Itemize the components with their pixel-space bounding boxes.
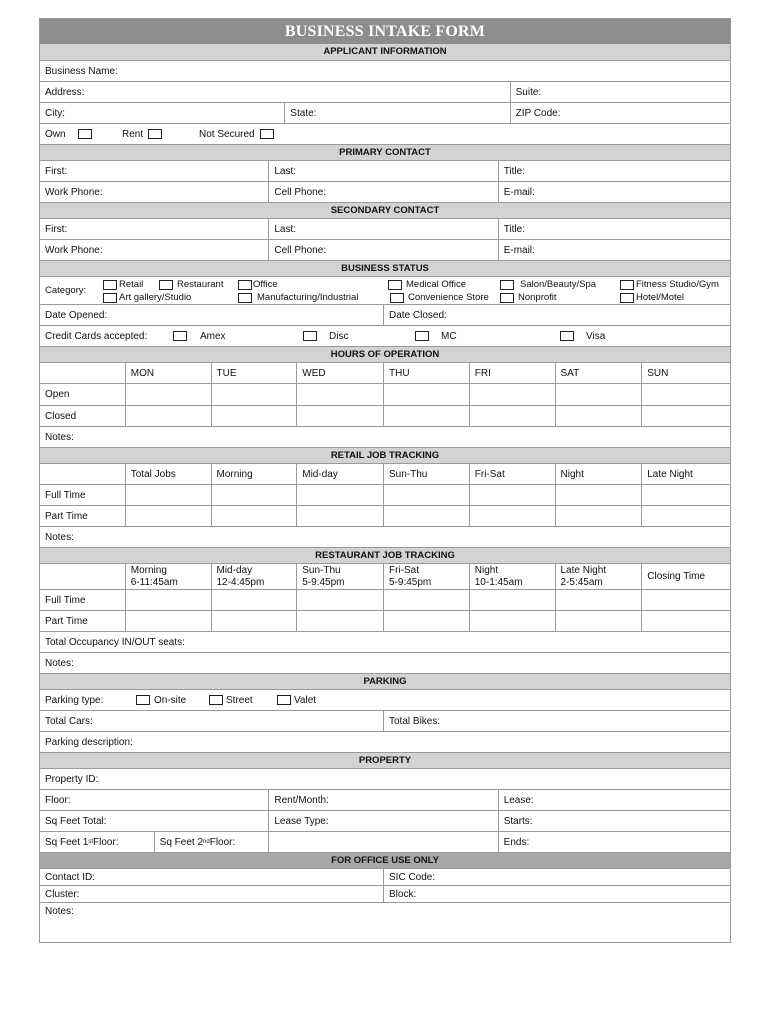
date-opened-field[interactable]: Date Opened: bbox=[40, 305, 384, 325]
property-id-field[interactable]: Property ID: bbox=[45, 773, 99, 785]
col-hours: 10-1:45am bbox=[474, 576, 523, 588]
retail-col-total-jobs: Total Jobs bbox=[126, 464, 212, 484]
credit-cards-label: Credit Cards accepted: bbox=[45, 330, 148, 342]
sq-feet-2nd-floor-field[interactable]: Sq Feet 2 nd Floor: bbox=[155, 832, 270, 852]
section-property-header: PROPERTY bbox=[40, 752, 730, 768]
section-office-header: FOR OFFICE USE ONLY bbox=[40, 852, 730, 868]
retail-ft-cell[interactable] bbox=[556, 485, 643, 505]
office-notes-row bbox=[40, 902, 730, 942]
retail-pt-cell[interactable] bbox=[642, 506, 730, 526]
parking-type-row bbox=[40, 689, 730, 710]
medical-office-label: Medical Office bbox=[406, 279, 467, 290]
restaurant-notes-row bbox=[40, 652, 730, 673]
own-checkbox[interactable] bbox=[78, 129, 92, 139]
primary-work-phone-field[interactable]: Work Phone: bbox=[40, 182, 269, 202]
day-wed: WED bbox=[297, 363, 384, 383]
retail-label: Retail bbox=[119, 279, 144, 290]
primary-first-field[interactable]: First: bbox=[40, 161, 269, 181]
contact-id-field[interactable]: Contact ID: bbox=[40, 869, 384, 885]
label-part: Floor: bbox=[93, 836, 119, 848]
restaurant-full-time-label: Full Time bbox=[40, 590, 126, 610]
mc-label: MC bbox=[441, 330, 457, 342]
day-thu: THU bbox=[384, 363, 470, 383]
salon-label: Salon/Beauty/Spa bbox=[520, 279, 597, 290]
date-closed-field[interactable]: Date Closed: bbox=[389, 309, 447, 321]
art-gallery-checkbox[interactable] bbox=[103, 293, 117, 303]
secondary-email-field[interactable]: E-mail: bbox=[503, 244, 535, 256]
not-secured-checkbox[interactable] bbox=[260, 129, 274, 139]
section-hours-header: HOURS OF OPERATION bbox=[40, 346, 730, 362]
parking-totals-row bbox=[40, 710, 730, 731]
address-row bbox=[40, 81, 730, 102]
retail-ft-cell[interactable] bbox=[384, 485, 470, 505]
hotel-checkbox[interactable] bbox=[620, 293, 634, 303]
day-mon: MON bbox=[126, 363, 212, 383]
retail-full-time-label: Full Time bbox=[40, 485, 126, 505]
restaurant-pt-cell[interactable] bbox=[556, 611, 643, 631]
retail-col-morning: Morning bbox=[212, 464, 298, 484]
total-cars-field[interactable]: Total Cars: bbox=[40, 711, 384, 731]
property-floors-row bbox=[40, 831, 730, 852]
day-fri: FRI bbox=[470, 363, 556, 383]
label-part: Floor: bbox=[209, 836, 236, 848]
office-cluster-row bbox=[40, 885, 730, 902]
open-sat-cell[interactable] bbox=[556, 384, 643, 405]
retail-col-sun-thu: Sun-Thu bbox=[384, 464, 470, 484]
retail-pt-cell[interactable] bbox=[212, 506, 298, 526]
secondary-first-field[interactable]: First: bbox=[40, 219, 269, 239]
label-part: Sq Feet 2 bbox=[159, 836, 204, 848]
secondary-title-field[interactable]: Title: bbox=[503, 223, 525, 235]
restaurant-pt-cell[interactable] bbox=[212, 611, 298, 631]
retail-pt-cell[interactable] bbox=[470, 506, 556, 526]
restaurant-col-closing-time: Closing Time bbox=[647, 571, 706, 582]
business-name-field[interactable]: Business Name: bbox=[45, 65, 118, 77]
retail-pt-cell[interactable] bbox=[297, 506, 384, 526]
ends-field[interactable]: Ends: bbox=[503, 836, 530, 848]
property-floor-row bbox=[40, 789, 730, 810]
manufacturing-checkbox[interactable] bbox=[238, 293, 252, 303]
retail-ft-cell[interactable] bbox=[212, 485, 298, 505]
section-status-header: BUSINESS STATUS bbox=[40, 260, 730, 276]
col-label: Mid-day bbox=[216, 564, 253, 576]
hours-open-row bbox=[40, 383, 730, 405]
day-sat: SAT bbox=[556, 363, 643, 383]
hours-closed-row bbox=[40, 405, 730, 426]
retail-ft-cell[interactable] bbox=[126, 485, 212, 505]
property-id-row bbox=[40, 768, 730, 789]
total-bikes-field[interactable]: Total Bikes: bbox=[389, 715, 441, 727]
office-contact-row bbox=[40, 868, 730, 885]
disc-label: Disc bbox=[329, 330, 349, 342]
col-label: Fri-Sat bbox=[389, 564, 419, 576]
retail-col-midday: Mid-day bbox=[297, 464, 384, 484]
retail-pt-cell[interactable] bbox=[556, 506, 643, 526]
rent-label: Rent bbox=[122, 128, 144, 140]
office-label: Office bbox=[253, 279, 278, 290]
col-hours: 6-11:45am bbox=[130, 576, 178, 588]
closed-fri-cell[interactable] bbox=[470, 406, 556, 426]
suite-field[interactable]: Suite: bbox=[515, 86, 542, 98]
retail-ft-cell[interactable] bbox=[642, 485, 730, 505]
retail-col-fri-sat: Fri-Sat bbox=[470, 464, 556, 484]
manufacturing-label: Manufacturing/Industrial bbox=[257, 292, 359, 303]
restaurant-pt-cell[interactable] bbox=[384, 611, 470, 631]
secondary-cell-phone-field[interactable]: Cell Phone: bbox=[269, 240, 498, 260]
closed-tue-cell[interactable] bbox=[212, 406, 298, 426]
open-tue-cell[interactable] bbox=[212, 384, 298, 405]
restaurant-corner-cell bbox=[40, 564, 126, 589]
section-secondary-header: SECONDARY CONTACT bbox=[40, 202, 730, 218]
col-label: Sun-Thu bbox=[302, 564, 341, 576]
day-sun: SUN bbox=[647, 367, 669, 379]
retail-ft-cell[interactable] bbox=[297, 485, 384, 505]
hotel-label: Hotel/Motel bbox=[636, 292, 685, 303]
restaurant-col-sun-thu bbox=[297, 564, 384, 589]
restaurant-cols-row bbox=[40, 563, 730, 589]
primary-last-field[interactable]: Last: bbox=[269, 161, 498, 181]
label-part: Sq Feet 1 bbox=[45, 836, 89, 848]
restaurant-col-midday bbox=[212, 564, 298, 589]
secondary-work-phone-field[interactable]: Work Phone: bbox=[40, 240, 269, 260]
col-label: Late Night bbox=[560, 564, 607, 576]
on-site-label: On-site bbox=[154, 694, 187, 706]
open-sun-cell[interactable] bbox=[642, 384, 730, 405]
restaurant-ft-cell[interactable] bbox=[384, 590, 470, 610]
convenience-store-checkbox[interactable] bbox=[390, 293, 404, 303]
restaurant-ft-cell[interactable] bbox=[470, 590, 556, 610]
hours-notes-row bbox=[40, 426, 730, 447]
retail-full-time-row bbox=[40, 484, 730, 505]
parking-description-field[interactable]: Parking description: bbox=[45, 736, 133, 748]
restaurant-notes-field[interactable]: Notes: bbox=[45, 657, 74, 669]
occupancy-field[interactable]: Total Occupancy IN/OUT seats: bbox=[45, 636, 185, 648]
form-title: BUSINESS INTAKE FORM bbox=[40, 19, 730, 44]
hours-notes-field[interactable]: Notes: bbox=[45, 431, 74, 443]
credit-cards-row bbox=[40, 325, 730, 346]
disc-checkbox[interactable] bbox=[303, 331, 317, 341]
col-hours: 2-5:45am bbox=[560, 576, 603, 588]
open-thu-cell[interactable] bbox=[384, 384, 470, 405]
primary-name-row bbox=[40, 160, 730, 181]
starts-field[interactable]: Starts: bbox=[503, 815, 533, 827]
retail-notes-row bbox=[40, 526, 730, 547]
restaurant-pt-cell[interactable] bbox=[642, 611, 730, 631]
restaurant-pt-cell[interactable] bbox=[297, 611, 384, 631]
section-restaurant-header: RESTAURANT JOB TRACKING bbox=[40, 547, 730, 563]
day-tue: TUE bbox=[212, 363, 298, 383]
valet-label: Valet bbox=[294, 694, 317, 706]
restaurant-ft-cell[interactable] bbox=[297, 590, 384, 610]
retail-col-night: Night bbox=[556, 464, 643, 484]
open-wed-cell[interactable] bbox=[297, 384, 384, 405]
primary-phone-row bbox=[40, 181, 730, 202]
retail-ft-cell[interactable] bbox=[470, 485, 556, 505]
restaurant-col-morning bbox=[126, 564, 212, 589]
amex-checkbox[interactable] bbox=[173, 331, 187, 341]
amex-label: Amex bbox=[200, 330, 226, 342]
hours-days-row bbox=[40, 362, 730, 383]
state-field[interactable]: State: bbox=[285, 103, 510, 123]
open-fri-cell[interactable] bbox=[470, 384, 556, 405]
closed-wed-cell[interactable] bbox=[297, 406, 384, 426]
own-label: Own bbox=[45, 128, 66, 140]
primary-cell-phone-field[interactable]: Cell Phone: bbox=[269, 182, 498, 202]
restaurant-label: Restaurant bbox=[177, 279, 224, 290]
restaurant-ft-cell[interactable] bbox=[212, 590, 298, 610]
primary-email-field[interactable]: E-mail: bbox=[503, 186, 535, 198]
mc-checkbox[interactable] bbox=[415, 331, 429, 341]
visa-checkbox[interactable] bbox=[560, 331, 574, 341]
col-hours: 12-4:45pm bbox=[216, 576, 265, 588]
occupancy-row bbox=[40, 631, 730, 652]
restaurant-ft-cell[interactable] bbox=[642, 590, 730, 610]
property-sqft-row bbox=[40, 810, 730, 831]
city-field[interactable]: City: bbox=[40, 103, 285, 123]
nonprofit-checkbox[interactable] bbox=[500, 293, 514, 303]
section-primary-header: PRIMARY CONTACT bbox=[40, 144, 730, 160]
not-secured-label: Not Secured bbox=[199, 128, 255, 140]
convenience-store-label: Convenience Store bbox=[408, 292, 489, 303]
sic-code-field[interactable]: SIC Code: bbox=[389, 871, 436, 883]
retail-part-time-label: Part Time bbox=[40, 506, 126, 526]
business-intake-form bbox=[39, 18, 731, 943]
rent-month-field[interactable]: Rent/Month: bbox=[269, 790, 498, 810]
closed-thu-cell[interactable] bbox=[384, 406, 470, 426]
floor-field[interactable]: Floor: bbox=[40, 790, 269, 810]
col-label: Morning bbox=[130, 564, 167, 576]
business-name-row bbox=[40, 60, 730, 81]
nonprofit-label: Nonprofit bbox=[518, 292, 557, 303]
col-hours: 5-9:45pm bbox=[302, 576, 345, 588]
col-hours: 5-9:45pm bbox=[389, 576, 432, 588]
secondary-phone-row bbox=[40, 239, 730, 260]
closed-sat-cell[interactable] bbox=[556, 406, 643, 426]
restaurant-col-late-night bbox=[556, 564, 643, 589]
on-site-checkbox[interactable] bbox=[136, 695, 150, 705]
fitness-label: Fitness Studio/Gym bbox=[636, 279, 719, 290]
restaurant-col-fri-sat bbox=[384, 564, 470, 589]
city-row bbox=[40, 102, 730, 123]
category-row bbox=[40, 276, 730, 304]
closed-mon-cell[interactable] bbox=[126, 406, 212, 426]
restaurant-part-time-label: Part Time bbox=[40, 611, 126, 631]
section-applicant-header: APPLICANT INFORMATION bbox=[40, 44, 730, 60]
category-label: Category: bbox=[45, 285, 87, 296]
sq-feet-total-field[interactable]: Sq Feet Total: bbox=[40, 811, 269, 831]
lease-type-field[interactable]: Lease Type: bbox=[269, 811, 498, 831]
block-field[interactable]: Block: bbox=[389, 888, 417, 900]
visa-label: Visa bbox=[586, 330, 606, 342]
restaurant-part-time-row bbox=[40, 610, 730, 631]
restaurant-full-time-row bbox=[40, 589, 730, 610]
parking-type-label: Parking type: bbox=[45, 694, 104, 706]
cluster-field[interactable]: Cluster: bbox=[40, 886, 384, 902]
restaurant-col-night bbox=[470, 564, 556, 589]
hours-corner-cell bbox=[40, 363, 126, 383]
retail-pt-cell[interactable] bbox=[384, 506, 470, 526]
street-label: Street bbox=[226, 694, 253, 706]
address-field[interactable]: Address: bbox=[40, 82, 511, 102]
retail-corner-cell bbox=[40, 464, 126, 484]
retail-notes-field[interactable]: Notes: bbox=[45, 531, 74, 543]
street-checkbox[interactable] bbox=[209, 695, 223, 705]
restaurant-ft-cell[interactable] bbox=[556, 590, 643, 610]
zip-field[interactable]: ZIP Code: bbox=[515, 107, 561, 119]
col-label: Night bbox=[474, 564, 499, 576]
blank-cell[interactable] bbox=[269, 832, 498, 852]
restaurant-pt-cell[interactable] bbox=[470, 611, 556, 631]
art-gallery-label: Art gallery/Studio bbox=[119, 292, 192, 303]
section-retail-header: RETAIL JOB TRACKING bbox=[40, 447, 730, 463]
closed-sun-cell[interactable] bbox=[642, 406, 730, 426]
lease-field[interactable]: Lease: bbox=[503, 794, 534, 806]
sq-feet-1st-floor-field[interactable]: Sq Feet 1 st Floor: bbox=[40, 832, 155, 852]
retail-cols-row bbox=[40, 463, 730, 484]
restaurant-pt-cell[interactable] bbox=[126, 611, 212, 631]
parking-desc-row bbox=[40, 731, 730, 752]
rent-checkbox[interactable] bbox=[148, 129, 162, 139]
open-label: Open bbox=[40, 384, 126, 405]
restaurant-ft-cell[interactable] bbox=[126, 590, 212, 610]
secondary-name-row bbox=[40, 218, 730, 239]
retail-col-late-night: Late Night bbox=[647, 468, 693, 480]
valet-checkbox[interactable] bbox=[277, 695, 291, 705]
section-parking-header: PARKING bbox=[40, 673, 730, 689]
primary-title-field[interactable]: Title: bbox=[503, 165, 525, 177]
secondary-last-field[interactable]: Last: bbox=[269, 219, 498, 239]
retail-part-time-row bbox=[40, 505, 730, 526]
ownership-row bbox=[40, 123, 730, 144]
open-mon-cell[interactable] bbox=[126, 384, 212, 405]
office-notes-field[interactable]: Notes: bbox=[45, 906, 74, 917]
closed-label: Closed bbox=[40, 406, 126, 426]
retail-pt-cell[interactable] bbox=[126, 506, 212, 526]
